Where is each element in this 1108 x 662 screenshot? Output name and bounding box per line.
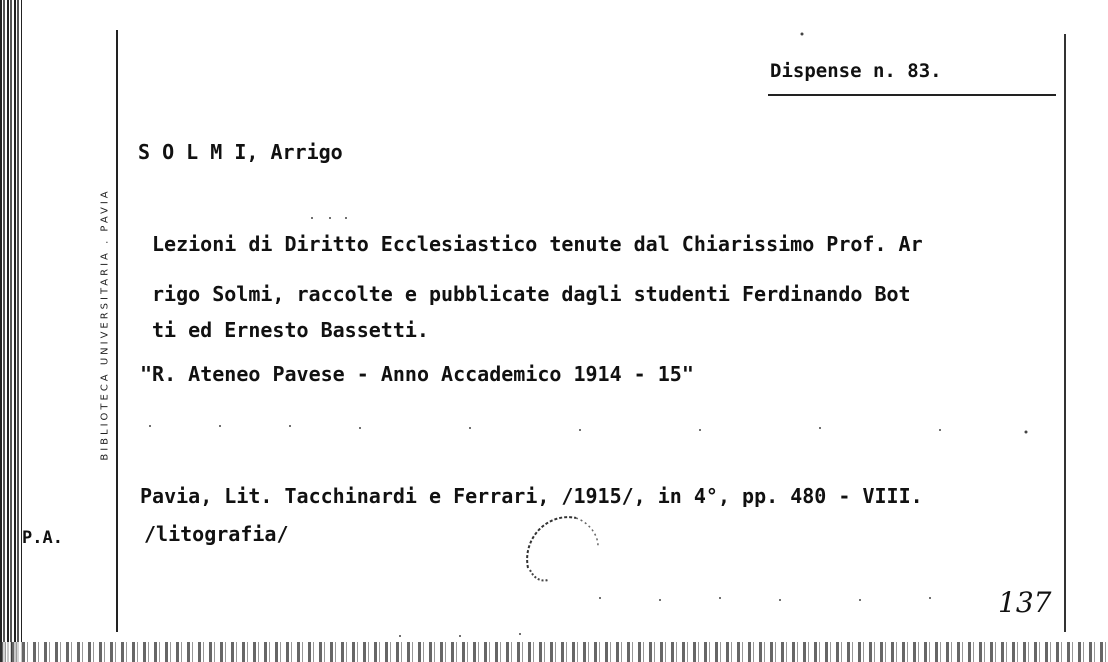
author-heading: S O L M I, Arrigo: [138, 140, 343, 164]
card-bottom-edge-texture: [0, 642, 1108, 662]
shelf-mark: P.A.: [22, 528, 63, 548]
library-stamp-text: BIBLIOTECA UNIVERSITARIA . PAVIA: [99, 187, 111, 461]
title-line-1: Lezioni di Diritto Ecclesiastico tenute dal Chiarissimo Prof. Ar: [152, 232, 923, 256]
title-line-3: ti ed Ernesto Bassetti.: [152, 318, 429, 342]
title-line-2: rigo Solmi, raccolte e pubblicate dagli studenti Ferdinando Bot: [152, 282, 911, 306]
series-note: "R. Ateneo Pavese - Anno Accademico 1914 - 15": [140, 362, 694, 386]
dispense-number: Dispense n. 83.: [770, 60, 942, 82]
imprint-line: Pavia, Lit. Tacchinardi e Ferrari, /1915/, in 4°, pp. 480 - VIII.: [140, 484, 923, 508]
handwritten-number: 137: [998, 586, 1052, 619]
format-note: /litografia/: [144, 522, 289, 546]
